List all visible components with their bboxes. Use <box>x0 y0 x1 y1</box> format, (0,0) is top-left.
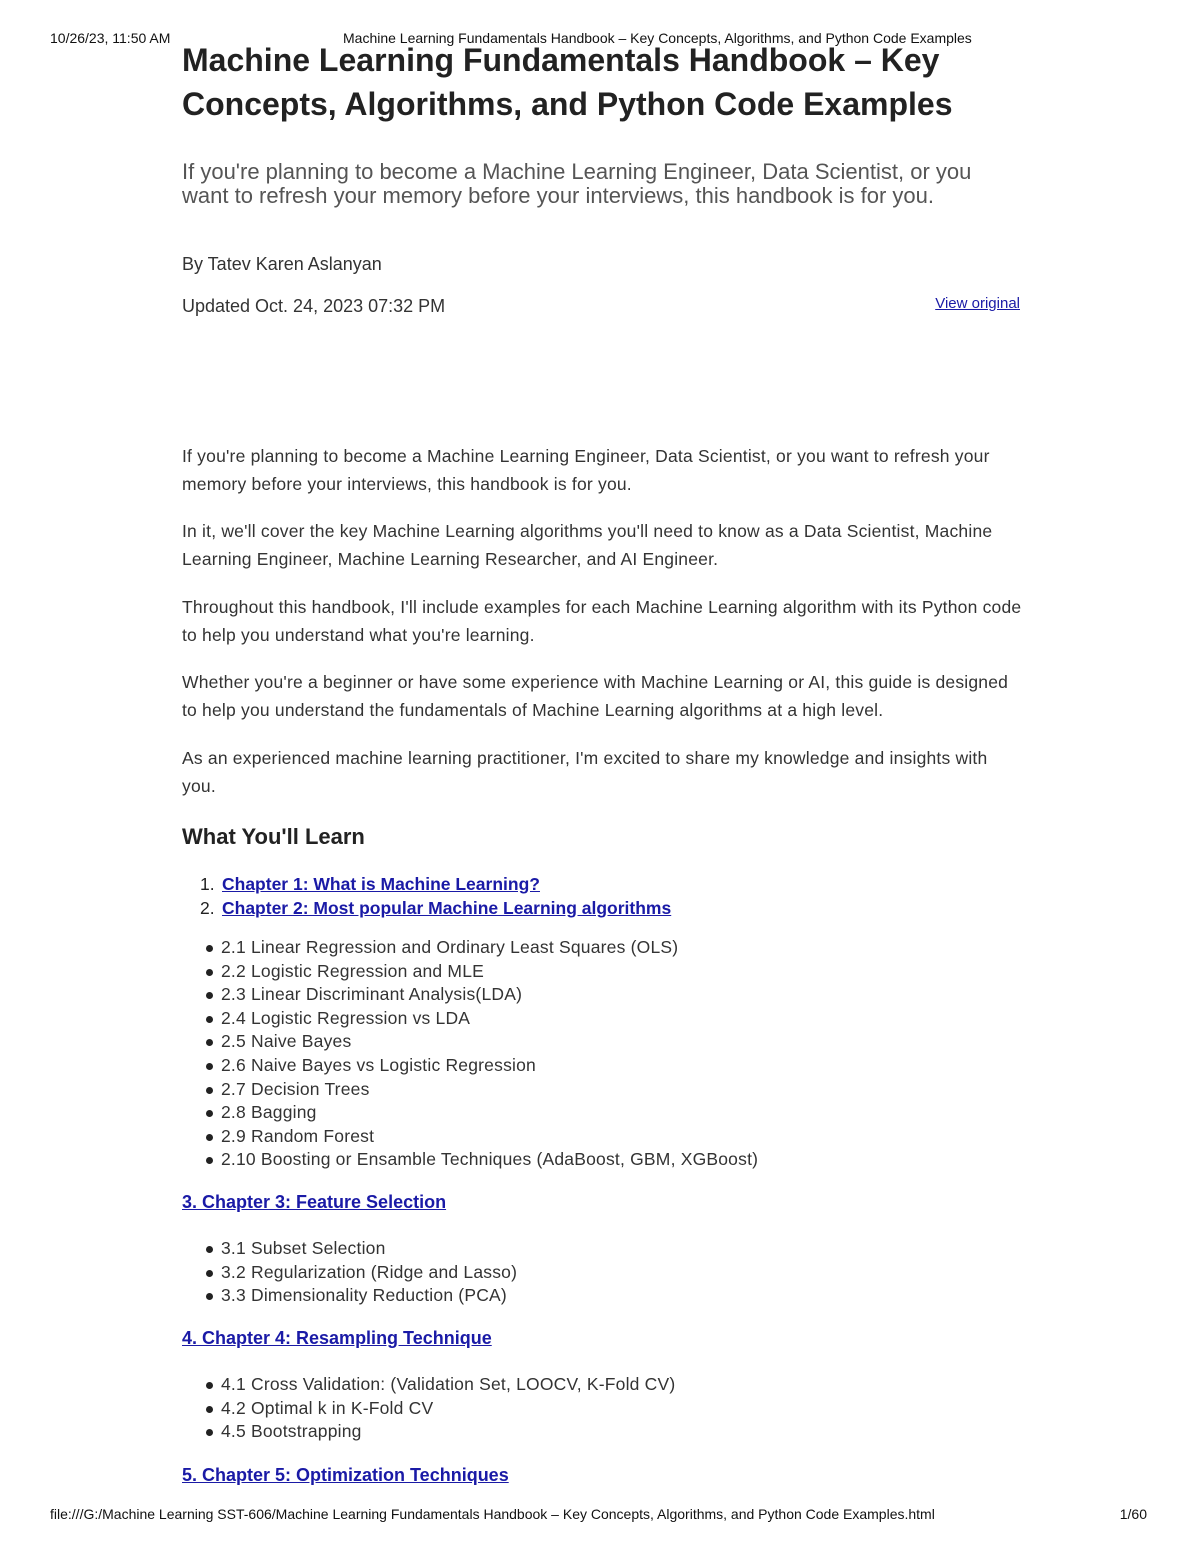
list-item: 2.6 Naive Bayes vs Logistic Regression <box>182 1054 758 1078</box>
intro-paragraph-2: In it, we'll cover the key Machine Learning algorithms you'll need to know as a Data Scientist, Machine Learning Engineer, Machine Learning Researcher, and AI Engineer. <box>182 521 993 569</box>
chapter-number: 1. <box>200 874 215 894</box>
updated-date: Updated Oct. 24, 2023 07:32 PM <box>182 296 446 316</box>
print-file-url: file:///G:/Machine Learning SST-606/Machine Learning Fundamentals Handbook – Key Concepts, Algorithms, and Python Code Examples.html <box>50 1506 935 1522</box>
list-item: 2.7 Decision Trees <box>182 1078 758 1102</box>
article-subtitle: If you're planning to become a Machine Learning Engineer, Data Scientist, or you want to refresh your memory before your interviews, this handbook is for you. <box>182 159 972 208</box>
list-item: 4.1 Cross Validation: (Validation Set, LOOCV, K-Fold CV) <box>182 1373 675 1397</box>
list-item: 2.2 Logistic Regression and MLE <box>182 960 758 984</box>
chapter-4-topics <box>182 1373 675 1444</box>
chapter-item <box>182 872 671 896</box>
print-date: 10/26/23, 11:50 AM <box>50 30 171 46</box>
print-footer <box>50 1506 1150 1524</box>
what-youll-learn-heading: What You'll Learn <box>182 824 365 849</box>
chapter-number: 2. <box>200 898 215 918</box>
intro-paragraph-1: If you're planning to become a Machine Learning Engineer, Data Scientist, or you want to refresh your memory before your interviews, this handbook is for you. <box>182 446 990 494</box>
list-item: 2.5 Naive Bayes <box>182 1030 758 1054</box>
chapter-5-link[interactable]: 5. Chapter 5: Optimization Techniques <box>182 1465 509 1485</box>
page-number: 1/60 <box>1119 1506 1147 1522</box>
list-item: 4.2 Optimal k in K-Fold CV <box>182 1397 675 1421</box>
article-title: Machine Learning Fundamentals Handbook – Key Concepts, Algorithms, and Python Code Examples <box>182 42 953 122</box>
intro-paragraph-5: As an experienced machine learning practitioner, I'm excited to share my knowledge and insights with you. <box>182 748 988 796</box>
list-item: 2.3 Linear Discriminant Analysis(LDA) <box>182 983 758 1007</box>
chapter-4-link[interactable]: 4. Chapter 4: Resampling Technique <box>182 1328 492 1348</box>
intro-paragraph-3: Throughout this handbook, I'll include examples for each Machine Learning algorithm with its Python code to help you understand what you're learning. <box>182 597 1022 645</box>
chapter-2-topics <box>182 936 758 1172</box>
article <box>182 0 1022 1490</box>
intro-paragraph-4: Whether you're a beginner or have some experience with Machine Learning or AI, this guide is designed to help you understand the fundamentals of Machine Learning algorithms at a high level. <box>182 672 1009 720</box>
list-item: 3.2 Regularization (Ridge and Lasso) <box>182 1261 517 1285</box>
list-item: 2.1 Linear Regression and Ordinary Least Squares (OLS) <box>182 936 758 960</box>
list-item: 2.8 Bagging <box>182 1101 758 1125</box>
list-item: 3.1 Subset Selection <box>182 1237 517 1261</box>
view-original-link[interactable]: View original <box>935 295 1020 312</box>
chapter-3-topics <box>182 1237 517 1308</box>
chapter-1-link[interactable]: Chapter 1: What is Machine Learning? <box>222 874 540 894</box>
list-item: 2.9 Random Forest <box>182 1125 758 1149</box>
chapter-2-link[interactable]: Chapter 2: Most popular Machine Learning algorithms <box>222 898 672 918</box>
chapter-list <box>182 872 671 920</box>
list-item: 2.10 Boosting or Ensamble Techniques (AdaBoost, GBM, XGBoost) <box>182 1148 758 1172</box>
list-item: 3.3 Dimensionality Reduction (PCA) <box>182 1284 517 1308</box>
print-doc-title: Machine Learning Fundamentals Handbook – Key Concepts, Algorithms, and Python Code Examples <box>343 30 972 46</box>
byline: By Tatev Karen Aslanyan <box>182 254 382 274</box>
list-item: 4.5 Bootstrapping <box>182 1420 675 1444</box>
list-item: 2.4 Logistic Regression vs LDA <box>182 1007 758 1031</box>
chapter-item <box>182 896 671 920</box>
chapter-3-link[interactable]: 3. Chapter 3: Feature Selection <box>182 1192 447 1212</box>
